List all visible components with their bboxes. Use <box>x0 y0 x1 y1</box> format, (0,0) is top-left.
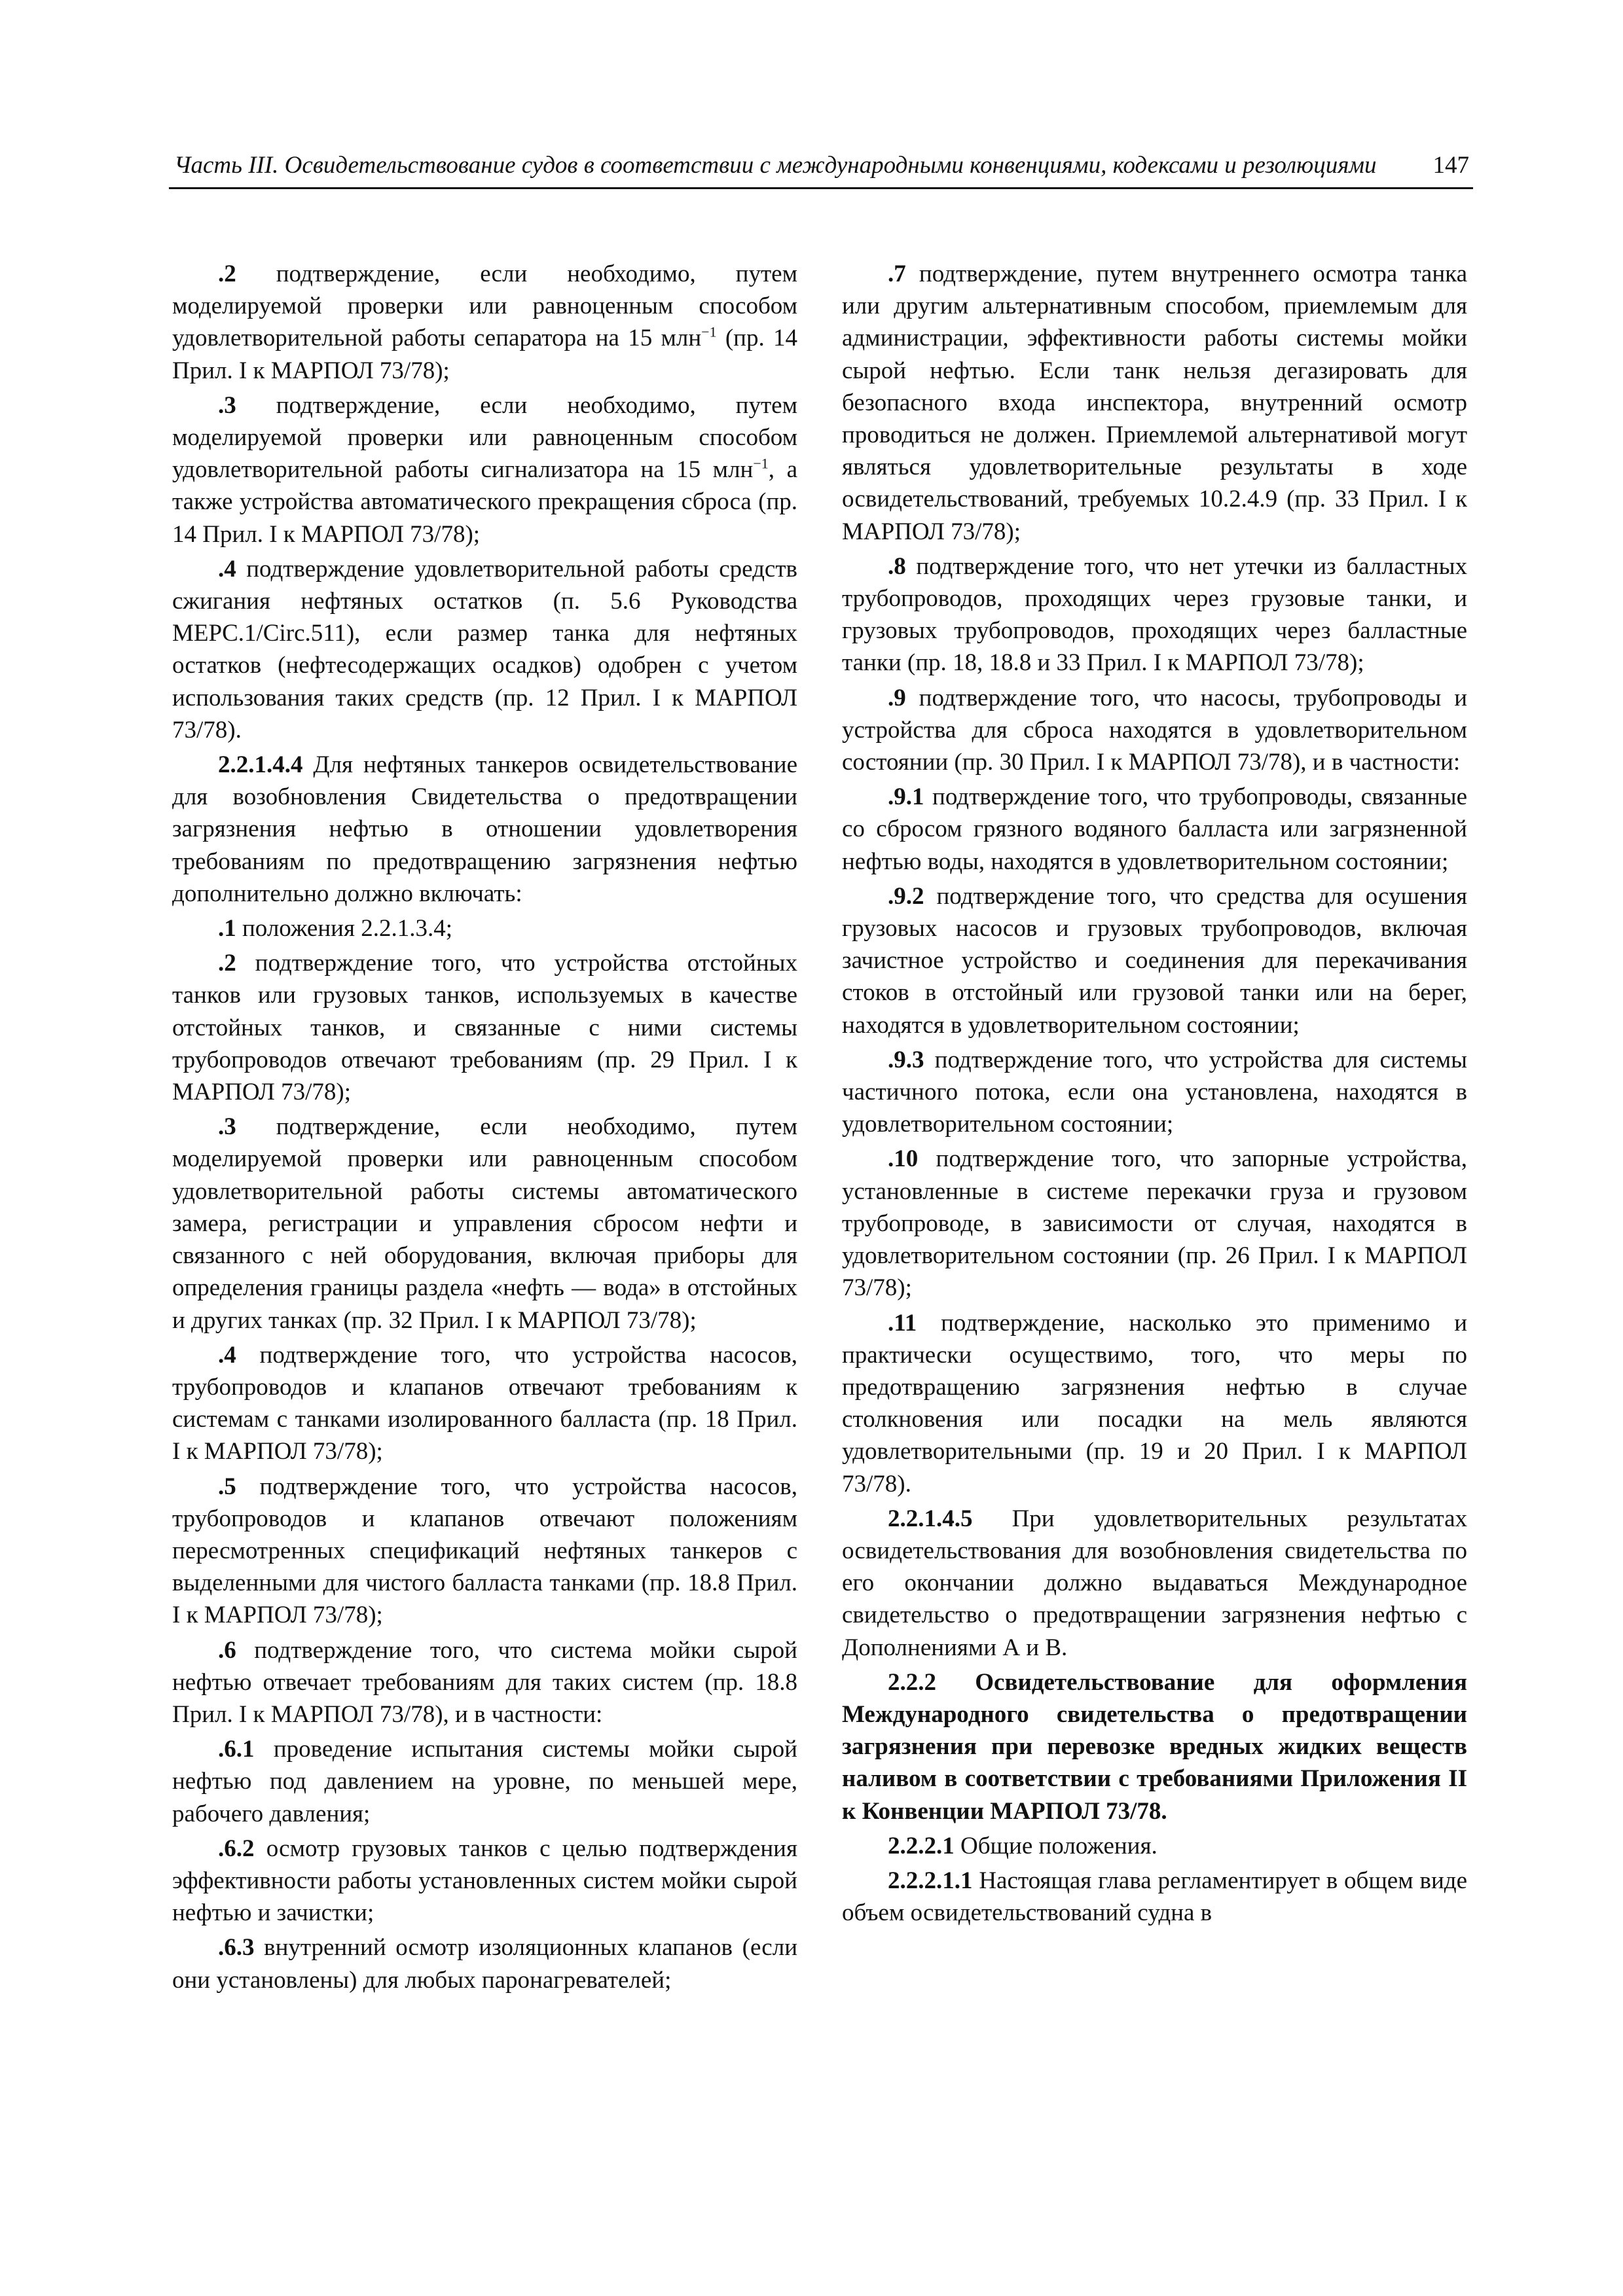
paragraph: .6.1 проведение испытания системы мойки сырой нефтью под давлением на уровне, по меньшей мере, рабочего давления; <box>172 1736 797 1827</box>
paragraph: .11 подтверждение, насколько это применимо и практически осуществимо, того, что меры по предотвращению загрязнения нефтью в случае столкновения или посадки на мель являются удовлетворительными (пр. 19 и 20 Прил. I к МАРПОЛ 73/78). <box>842 1309 1467 1498</box>
paragraph: 2.2.1.4.4 Для нефтяных танкеров освидетельствование для возобновления Свидетельства о предотвращении загрязнения нефтью в отношении удовлетворения требованиям по предотвращению загрязнения нефтью дополнительно должно включать: <box>172 751 797 907</box>
paragraph: .2 подтверждение того, что устройства отстойных танков или грузовых танков, используемых в качестве отстойных танков, и связанные с ними системы трубопроводов отвечают требованиям (пр. 29 Прил. I к МАРПОЛ 73/78); <box>172 950 797 1106</box>
paragraph: .7 подтверждение, путем внутреннего осмотра танка или другим альтернативным способом, приемлемым для администрации, эффективности работы системы мойки сырой нефтью. Если танк нельзя дегазировать для безопасного входа инспектора, внутренний осмотр проводиться не должен. Приемлемой альтернативой могут являться удовлетворительные результаты в ходе освидетельствований, требуемых 10.2.4.9 (пр. 33 Прил. I к МАРПОЛ 73/78); <box>842 260 1467 545</box>
paragraph: .2 подтверждение, если необходимо, путем моделируемой проверки или равноценным способом удовлетворительной работы сепаратора на 15 млн$^{-1}$ (пр. 14 Прил. I к МАРПОЛ 73/78); <box>172 260 797 384</box>
paragraph: .9.2 подтверждение того, что средства для осушения грузовых насосов и грузовых трубопроводов, включая зачистное устройство и соединения для перекачивания стоков в отстойный или грузовой танки или на берег, находятся в удовлетворительном состоянии; <box>842 882 1467 1039</box>
paragraph: .3 подтверждение, если необходимо, путем моделируемой проверки или равноценным способом удовлетворительной работы сигнализатора на 15 млн$^{-1}$, а также устройства автоматического прекращения сброса (пр. 14 Прил. I к МАРПОЛ 73/78); <box>172 391 797 548</box>
paragraph: .9 подтверждение того, что насосы, трубопроводы и устройства для сброса находятся в удовлетворительном состоянии (пр. 30 Прил. I к МАРПОЛ 73/78), и в частности: <box>842 684 1467 776</box>
paragraph: .9.3 подтверждение того, что устройства для системы частичного потока, если она установлена, находятся в удовлетворительном состоянии; <box>842 1046 1467 1138</box>
header-title: Часть III. Освидетельствование судов в соответствии с международными конвенциями, кодексами и резолюциями <box>174 152 1377 179</box>
paragraph: 2.2.1.4.5 При удовлетворительных результатах освидетельствования для возобновления свидетельства по его окончании должно выдаваться Международное свидетельство о предотвращении загрязнения нефтью с Дополнениями А и В. <box>842 1505 1467 1661</box>
paragraph: .8 подтверждение того, что нет утечки из балластных трубопроводов, проходящих через грузовые танки, и грузовых трубопроводов, проходящих через балластные танки (пр. 18, 18.8 и 33 Прил. I к МАРПОЛ 73/78); <box>842 552 1467 677</box>
right-column <box>842 258 1467 1931</box>
paragraph: .6 подтверждение того, что система мойки сырой нефтью отвечает требованиям для таких систем (пр. 18.8 Прил. I к МАРПОЛ 73/78), и в частности: <box>172 1636 797 1728</box>
page-number: 147 <box>1432 152 1469 179</box>
paragraph: .6.2 осмотр грузовых танков с целью подтверждения эффективности работы установленных систем мойки сырой нефтью и зачистки; <box>172 1835 797 1927</box>
paragraph: .5 подтверждение того, что устройства насосов, трубопроводов и клапанов отвечают положениям пересмотренных спецификаций нефтяных танкеров с выделенными для чистого балласта танками (пр. 18.8 Прил. I к МАРПОЛ 73/78); <box>172 1473 797 1629</box>
paragraph: .9.1 подтверждение того, что трубопроводы, связанные со сбросом грязного водяного балласта или загрязненной нефтью воды, находятся в удовлетворительном состоянии; <box>842 783 1467 875</box>
running-header <box>169 149 1473 189</box>
paragraph: .1 положения 2.2.1.3.4; <box>218 915 453 942</box>
paragraph: 2.2.2.1 Общие положения. <box>888 1832 1158 1859</box>
paragraph: 2.2.2.1.1 Настоящая глава регламентирует в общем виде объем освидетельствований судна в <box>842 1867 1467 1927</box>
paragraph: .4 подтверждение того, что устройства насосов, трубопроводов и клапанов отвечают требованиям к системам с танками изолированного балласта (пр. 18 Прил. I к МАРПОЛ 73/78); <box>172 1341 797 1465</box>
paragraph: .6.3 внутренний осмотр изоляционных клапанов (если они установлены) для любых паронагревателей; <box>172 1934 797 1994</box>
left-column <box>172 258 797 1999</box>
section-heading: 2.2.2 Освидетельствование для оформления Международного свидетельства о предотвращении загрязнения при перевозке вредных жидких веществ наливом в соответствии с требованиями Приложения II к Конвенции МАРПОЛ 73/78. <box>842 1668 1467 1825</box>
paragraph: .3 подтверждение, если необходимо, путем моделируемой проверки или равноценным способом удовлетворительной работы системы автоматического замера, регистрации и управления сбросом нефти и связанного с ней оборудования, включая приборы для определения границы раздела «нефть — вода» в отстойных и других танках (пр. 32 Прил. I к МАРПОЛ 73/78); <box>172 1113 797 1334</box>
paragraph: .10 подтверждение того, что запорные устройства, установленные в системе перекачки груза и грузовом трубопроводе, в зависимости от случая, находятся в удовлетворительном состоянии (пр. 26 Прил. I к МАРПОЛ 73/78); <box>842 1145 1467 1302</box>
paragraph: .4 подтверждение удовлетворительной работы средств сжигания нефтяных остатков (п. 5.6 Руководства MEPC.1/Circ.511), если размер танка для нефтяных остатков (нефтесодержащих осадков) одобрен с учетом использования таких средств (пр. 12 Прил. I к МАРПОЛ 73/78). <box>172 555 797 744</box>
